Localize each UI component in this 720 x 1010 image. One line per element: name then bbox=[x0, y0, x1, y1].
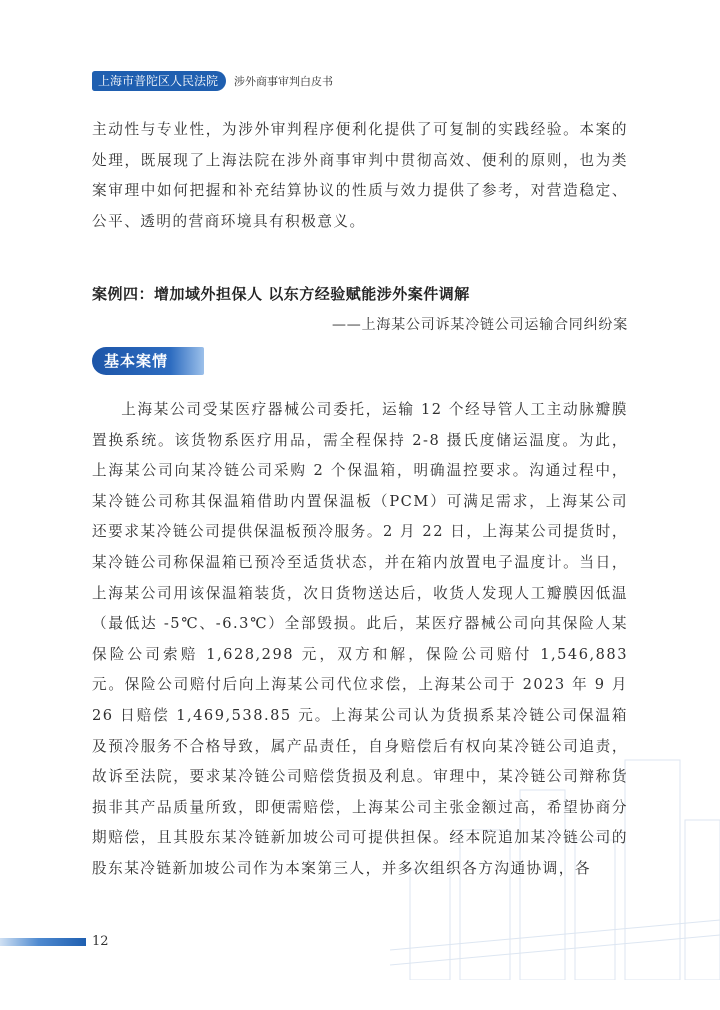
section-label-basic-facts: 基本案情 bbox=[92, 347, 204, 375]
case-body-paragraph: 上海某公司受某医疗器械公司委托，运输 12 个经导管人工主动脉瓣膜置换系统。该货物系医疗用品，需全程保持 2-8 摄氏度储运温度。为此，上海某公司向某冷链公司采购 2 个保温箱，明确温控要求。沟通过程中，某冷链公司称其保温箱借助内置保温板（PCM）可满足需求，上海某公司还要求某冷链公司提供保温板预冷服务。2 月 22 日，上海某公司提货时，某冷链公司称保温箱已预冷至适货状态，并在箱内放置电子温度计。当日，上海某公司用该保温箱装货，次日货物送达后，收货人发现人工瓣膜因低温（最低达 -5℃、-6.3℃）全部毁损。此后，某医疗器械公司向其保险人某保险公司索赔 1,628,298 元，双方和解，保险公司赔付 1,546,883 元。保险公司赔付后向上海某公司代位求偿，上海某公司于 2023 年 9 月 26 日赔偿 1,469,538.85 元。上海某公司认为货损系某冷链公司保温箱及预冷服务不合格导致，属产品责任，自身赔偿后有权向某冷链公司追责，故诉至法院，要求某冷链公司赔偿货损及利息。审理中，某冷链公司辩称货损非其产品质量所致，即便需赔偿，上海某公司主张金额过高，希望协商分期赔偿，且其股东某冷链新加坡公司可提供担保。经本院追加某冷链公司的股东某冷链新加坡公司作为本案第三人，并多次组织各方沟通协调，各 bbox=[92, 401, 628, 877]
page-number: 12 bbox=[92, 934, 109, 949]
book-title: 涉外商事审判白皮书 bbox=[234, 75, 334, 88]
footer-accent-bar bbox=[0, 938, 86, 946]
intro-paragraph: 主动性与专业性，为涉外审判程序便利化提供了可复制的实践经验。本案的处理，既展现了上海法院在涉外商事审判中贯彻高效、便利的原则，也为类案审理中如何把握和补充结算协议的性质与效力提供了参考，对营造稳定、公平、透明的营商环境具有积极意义。 bbox=[92, 121, 628, 230]
page-header bbox=[92, 70, 333, 92]
case-subtitle: ——上海某公司诉某冷链公司运输合同纠纷案 bbox=[332, 317, 628, 333]
case-title: 案例四：增加域外担保人 以东方经验赋能涉外案件调解 bbox=[92, 285, 470, 303]
court-name-badge: 上海市普陀区人民法院 bbox=[92, 71, 226, 91]
